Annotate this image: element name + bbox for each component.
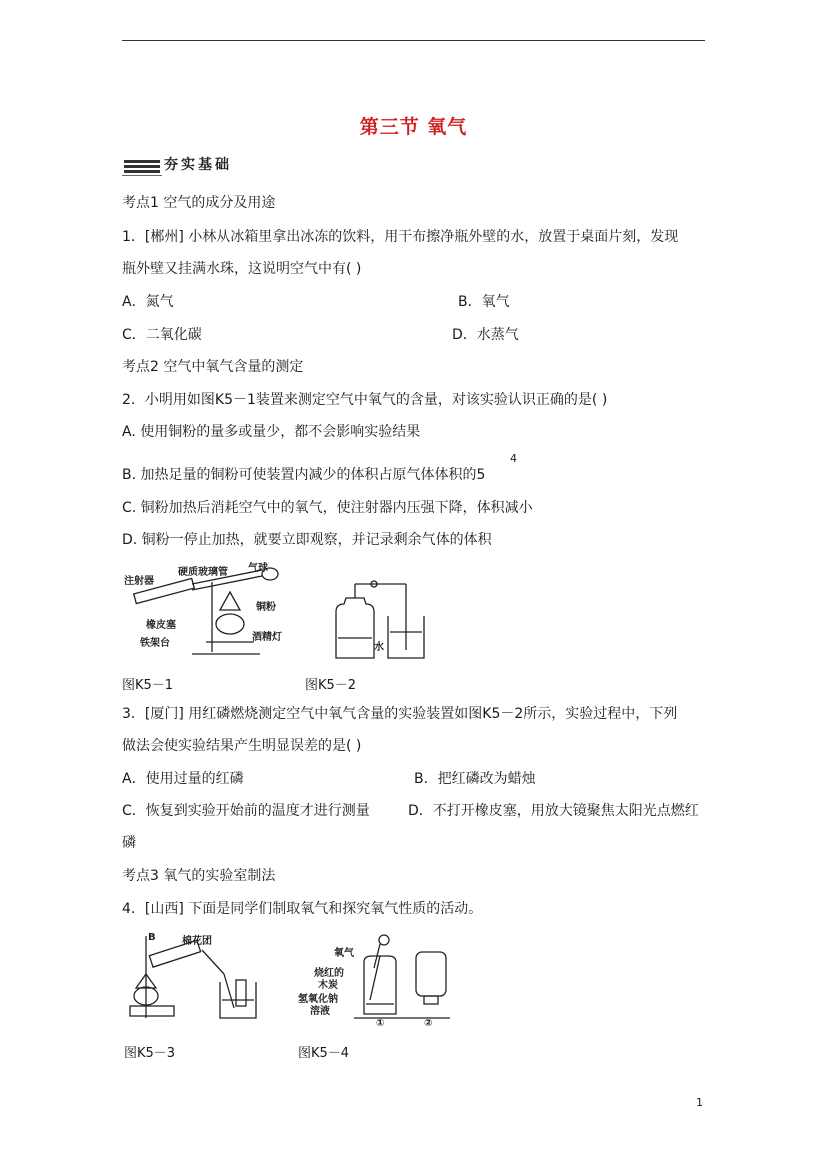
q2-option-b: B. 加热足量的铜粉可使装置内减少的体积占原气体体积的5 — [122, 467, 486, 483]
q3-option-d: D．不打开橡皮塞，用放大镜聚焦太阳光点燃红 — [408, 803, 699, 819]
figure-k5-4 — [284, 928, 454, 1028]
fig1-caption: 图K5－1 — [122, 678, 174, 693]
fig3-label-cotton: 棉花团 — [182, 936, 212, 947]
q2-option-a: A. 使用铜粉的量多或量少，都不会影响实验结果 — [122, 424, 421, 440]
q3-option-a: A．使用过量的红磷 — [122, 771, 244, 787]
fig4-label-two: ② — [424, 1018, 433, 1028]
fig1-label-alcohol-lamp: 酒精灯 — [252, 632, 282, 643]
q3-line1: 3．[厦门] 用红磷燃烧测定空气中氧气含量的实验装置如图K5－2所示，实验过程中，下列 — [122, 706, 678, 722]
fig1-label-rubber-stopper: 橡皮塞 — [146, 620, 176, 631]
section-banner-text: 夯实基础 — [164, 157, 232, 173]
fig1-label-copper-powder: 铜粉 — [256, 602, 276, 613]
q1-option-b: B．氧气 — [458, 294, 510, 310]
fig1-label-glass-tube: 硬质玻璃管 — [178, 567, 228, 578]
kaodian-2-heading: 考点2 空气中氧气含量的测定 — [122, 359, 304, 375]
q3-option-c: C．恢复到实验开始前的温度才进行测量 — [122, 803, 370, 819]
page-number: 1 — [696, 1096, 703, 1109]
figure-k5-2 — [326, 572, 436, 664]
q1-line1: 1．[郴州] 小林从冰箱里拿出冰冻的饮料，用干布擦净瓶外壁的水，放置于桌面片刻，发现 — [122, 229, 679, 245]
kaodian-3-heading: 考点3 氧气的实验室制法 — [122, 868, 276, 884]
banner-stripes-icon — [122, 152, 162, 178]
q2-option-b-superscript: 4 — [510, 452, 517, 465]
q4-stem: 4．[山西] 下面是同学们制取氧气和探究氧气性质的活动。 — [122, 901, 483, 917]
fig4-label-glowing: 烧红的 — [314, 968, 344, 979]
q2-option-c: C. 铜粉加热后消耗空气中的氧气，使注射器内压强下降，体积减小 — [122, 500, 533, 516]
q1-line2: 瓶外壁又挂满水珠，这说明空气中有( ) — [122, 261, 362, 277]
q3-option-b: B．把红磷改为蜡烛 — [414, 771, 536, 787]
fig1-label-balloon: 气球 — [248, 563, 268, 574]
q1-option-a: A．氮气 — [122, 294, 174, 310]
fig4-label-solution: 溶液 — [310, 1006, 330, 1017]
header-rule — [122, 40, 705, 41]
q3-option-d-continued: 磷 — [122, 835, 136, 851]
fig3-label-b: B — [148, 932, 156, 943]
fig1-label-iron-stand: 铁架台 — [140, 638, 170, 649]
page-title: 第三节 氧气 — [359, 116, 468, 138]
figure-k5-3 — [124, 928, 264, 1024]
q2-option-d: D. 铜粉一停止加热，就要立即观察，并记录剩余气体的体积 — [122, 532, 492, 548]
q3-line2: 做法会使实验结果产生明显误差的是( ) — [122, 738, 362, 754]
fig4-caption: 图K5－4 — [298, 1046, 350, 1061]
fig4-label-naoh: 氢氧化钠 — [298, 994, 338, 1005]
q1-option-d: D．水蒸气 — [452, 327, 519, 343]
fig3-caption: 图K5－3 — [124, 1046, 176, 1061]
q2-stem: 2．小明用如图K5－1装置来测定空气中氧气的含量，对该实验认识正确的是( ) — [122, 392, 608, 408]
fig4-label-oxygen: 氧气 — [334, 948, 354, 959]
kaodian-1-heading: 考点1 空气的成分及用途 — [122, 195, 276, 211]
q1-option-c: C．二氧化碳 — [122, 327, 202, 343]
fig2-caption: 图K5－2 — [305, 678, 357, 693]
fig1-label-syringe: 注射器 — [124, 576, 154, 587]
fig4-label-one: ① — [376, 1018, 385, 1028]
figure-k5-1 — [122, 562, 292, 667]
fig2-label-water: 水 — [374, 642, 384, 653]
section-banner — [122, 152, 282, 178]
fig4-label-charcoal: 木炭 — [318, 980, 338, 991]
